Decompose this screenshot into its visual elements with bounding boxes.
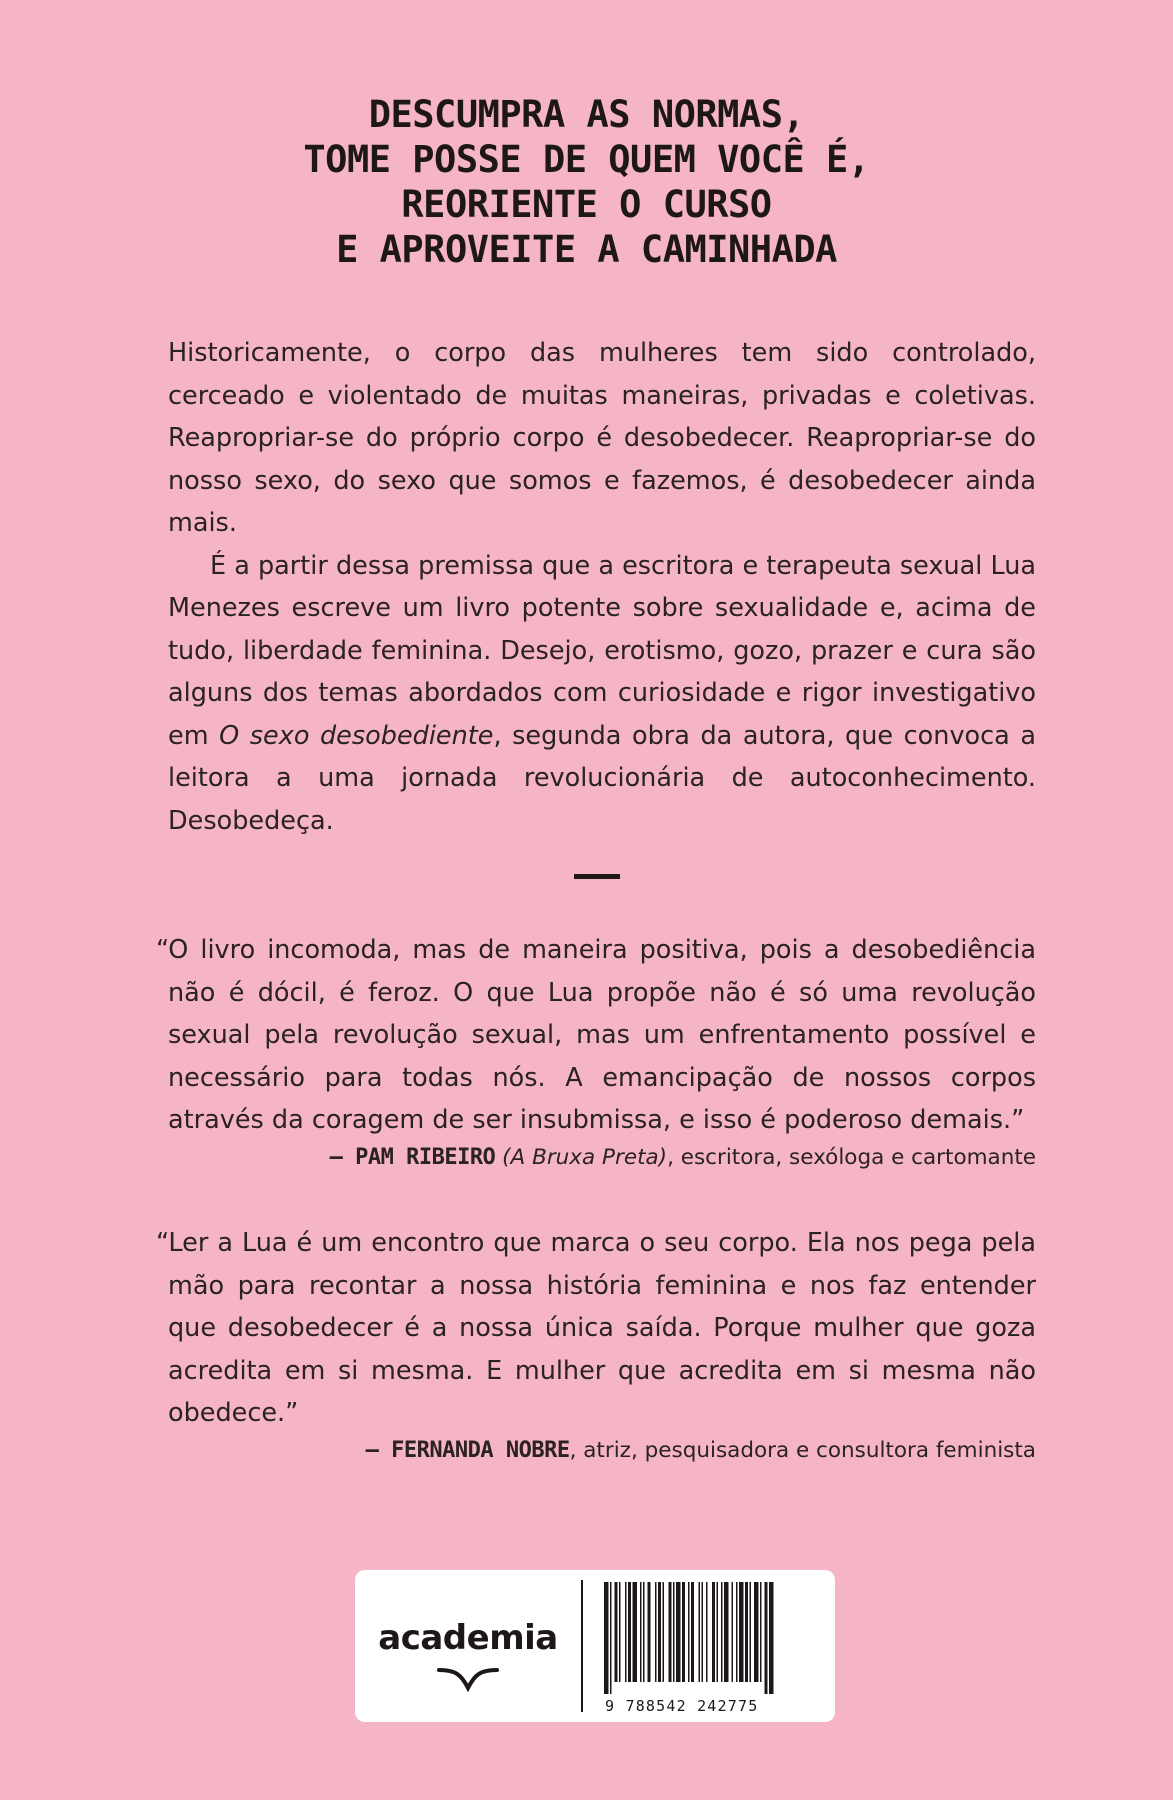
section-divider bbox=[574, 874, 620, 879]
panel-separator bbox=[581, 1580, 583, 1712]
synopsis-paragraph-1: Historicamente, o corpo das mulheres tem sido controlado, cerceado e violentado de muitas maneiras, privadas e coletivas. Reapropriar-se do próprio corpo é desobedecer. Reapropriar-se do nosso sexo, do sexo que somos e fazemos, é desobedecer ainda mais. bbox=[168, 338, 1036, 538]
barcode-bar bbox=[615, 1582, 618, 1682]
barcode-bar bbox=[604, 1582, 609, 1694]
barcode-bar bbox=[688, 1582, 690, 1682]
barcode-bar bbox=[691, 1582, 694, 1682]
attribution-work: (A Bruxa Preta) bbox=[502, 1144, 668, 1170]
attribution-name: FERNANDA NOBRE bbox=[391, 1437, 570, 1463]
barcode-bar bbox=[640, 1582, 642, 1682]
barcode-bar bbox=[736, 1582, 738, 1682]
barcode-bar bbox=[643, 1582, 645, 1682]
barcode-bar bbox=[699, 1582, 701, 1682]
barcode-bar bbox=[655, 1582, 657, 1682]
attribution-dash: — bbox=[365, 1437, 392, 1463]
barcode-bar bbox=[739, 1582, 744, 1682]
barcode-panel bbox=[355, 1570, 835, 1722]
barcode-bar bbox=[706, 1582, 708, 1682]
barcode-bar bbox=[702, 1582, 704, 1682]
barcode-bar bbox=[724, 1582, 729, 1682]
barcode-bar bbox=[732, 1582, 734, 1682]
barcode-bar bbox=[648, 1582, 651, 1682]
blurb-quote bbox=[156, 1222, 1036, 1466]
barcode-bar bbox=[760, 1582, 762, 1682]
headline bbox=[0, 92, 1173, 272]
quote-attribution bbox=[168, 1436, 1036, 1466]
attribution-dash: — bbox=[329, 1144, 356, 1170]
barcode-bar bbox=[676, 1582, 681, 1682]
blurb-quote bbox=[156, 929, 1036, 1173]
barcode-bar bbox=[769, 1582, 774, 1694]
headline-line-1: DESCUMPRA AS NORMAS, bbox=[368, 93, 805, 136]
quote-text: “Ler a Lua é um encontro que marca o seu corpo. Ela nos pega pela mão para recontar a nossa história feminina e nos faz entender que desobedecer é a nossa única saída. Porque mulher que goza acredita em si mesma. E mulher que acredita em si mesma não obedece.” bbox=[156, 1228, 1036, 1428]
synopsis-text: É a partir dessa premissa que a escritora e terapeuta sexual Lua Menezes escreve um livro potente sobre sexualidade e, acima de tudo, liberdade feminina. Desejo, erotismo, gozo, prazer e cura são alguns dos temas abordados com curiosidade e rigor investigativo em bbox=[168, 550, 1036, 751]
barcode-bar bbox=[717, 1582, 719, 1682]
barcode-bar bbox=[754, 1582, 759, 1682]
book-title: O sexo desobediente bbox=[219, 720, 494, 751]
barcode-bar bbox=[750, 1582, 752, 1682]
headline-line-4: E APROVEITE A CAMINHADA bbox=[336, 228, 837, 271]
barcode-bar bbox=[619, 1582, 621, 1682]
quote-text: “O livro incomoda, mas de maneira positiva, pois a desobediência não é dócil, é feroz. O que Lua propõe não é só uma revolução sexual pela revolução sexual, mas um enfrentamento possível e necessário para todas nós. A emancipação de nossos corpos através da coragem de ser insubmissa, e isso é poderoso demais.” bbox=[156, 935, 1036, 1135]
barcode-bar bbox=[633, 1582, 638, 1682]
barcode-bar bbox=[610, 1582, 612, 1694]
isbn-number: 9 788542 242775 bbox=[605, 1697, 759, 1715]
synopsis-paragraph-2 bbox=[168, 545, 1036, 843]
barcode-bar bbox=[721, 1582, 723, 1682]
quote-attribution bbox=[168, 1143, 1036, 1173]
synopsis bbox=[168, 332, 1036, 842]
attribution-role: , atriz, pesquisadora e consultora feminista bbox=[569, 1437, 1036, 1463]
publisher-logo-chevron-icon bbox=[437, 1666, 499, 1692]
isbn-barcode bbox=[602, 1582, 818, 1694]
barcode-bar bbox=[765, 1582, 768, 1694]
synopsis-text: , segunda obra da autora, que convoca a leitora a uma jornada revolucionária de autoconhecimento. Desobedeça. bbox=[168, 720, 1036, 836]
attribution-name: PAM RIBEIRO bbox=[355, 1144, 496, 1170]
headline-line-3: REORIENTE O CURSO bbox=[401, 183, 772, 226]
barcode-bar bbox=[682, 1582, 685, 1682]
barcode-bar bbox=[712, 1582, 715, 1682]
barcode-bar bbox=[673, 1582, 675, 1682]
barcode-bar bbox=[745, 1582, 748, 1682]
barcode-bar bbox=[625, 1582, 627, 1682]
barcode-bar bbox=[663, 1582, 665, 1682]
barcode-bar bbox=[658, 1582, 661, 1682]
attribution-role: , escritora, sexóloga e cartomante bbox=[667, 1144, 1036, 1170]
headline-line-2: TOME POSSE DE QUEM VOCÊ É, bbox=[303, 138, 870, 181]
publisher-logo: academia bbox=[378, 1618, 558, 1658]
barcode-bar bbox=[628, 1582, 631, 1682]
barcode-bar bbox=[669, 1582, 672, 1682]
